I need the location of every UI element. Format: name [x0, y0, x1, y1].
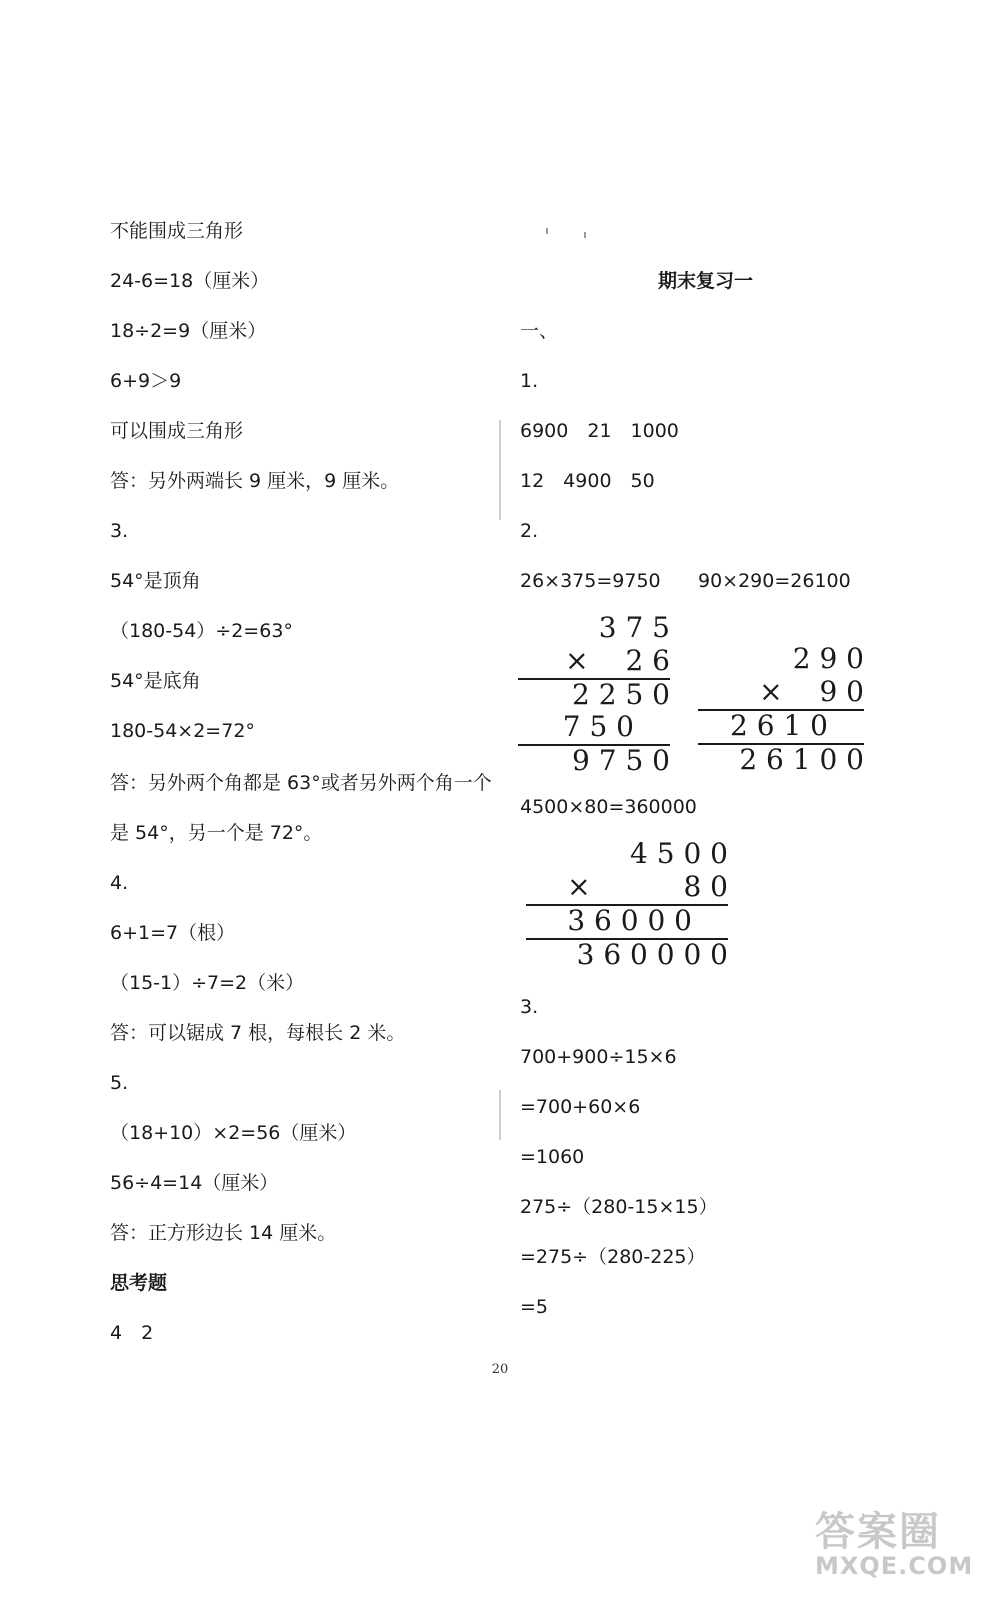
partial-product: 3 6 0 0 0 [567, 904, 692, 937]
vertical-multiplication-3 [526, 838, 728, 973]
question-number: 2. [520, 520, 539, 542]
answer-line: 答：正方形边长 14 厘米。 [110, 1222, 337, 1244]
watermark-title: 答案圈 [815, 1509, 941, 1555]
equation: =1060 [520, 1146, 585, 1168]
answer-line: 是 54°，另一个是 72°。 [110, 822, 323, 844]
multiplicand: 3 7 5 [598, 611, 670, 644]
question-number: 5. [110, 1072, 129, 1094]
text-line: 12 4900 50 [520, 470, 655, 492]
scan-mark [499, 1090, 501, 1140]
text-line: 4 2 [110, 1322, 154, 1344]
equation: =700+60×6 [520, 1096, 641, 1118]
equation: =275÷（280-225） [520, 1246, 706, 1268]
text-line: 56÷4=14（厘米） [110, 1172, 279, 1194]
text-line: 180-54×2=72° [110, 720, 255, 742]
watermark-logo [815, 1500, 985, 1580]
product: 3 6 0 0 0 0 [576, 938, 728, 971]
equation: 90×290=26100 [698, 570, 851, 592]
question-number: 4. [110, 872, 129, 894]
question-number: 3. [110, 520, 129, 542]
product: 2 6 1 0 0 [739, 743, 864, 776]
text-line: （18+10）×2=56（厘米） [110, 1122, 357, 1144]
product: 9 7 5 0 [572, 744, 670, 777]
text-line: 6+9＞9 [110, 370, 182, 392]
partial-product: 7 5 0 [562, 710, 634, 743]
multiplier: × 8 0 [567, 870, 728, 903]
text-line: （15-1）÷7=2（米） [110, 972, 305, 994]
scan-mark [546, 228, 548, 234]
text-line: 18÷2=9（厘米） [110, 320, 267, 342]
text-line: 6900 21 1000 [520, 420, 679, 442]
text-line: 可以围成三角形 [110, 420, 244, 442]
text-line: （180-54）÷2=63° [110, 620, 293, 642]
text-line: 54°是底角 [110, 670, 201, 692]
multiplicand: 4 5 0 0 [630, 837, 728, 870]
text-line: 24-6=18（厘米） [110, 270, 270, 292]
text-line: 54°是顶角 [110, 570, 201, 592]
answer-line: 答：另外两个角都是 63°或者另外两个角一个 [110, 772, 492, 794]
part-label: 一、 [520, 320, 559, 342]
question-number: 1. [520, 370, 539, 392]
page-number: 20 [491, 1362, 509, 1377]
question-number: 3. [520, 996, 539, 1018]
multiplicand: 2 9 0 [792, 642, 864, 675]
answer-line: 答：另外两端长 9 厘米，9 厘米。 [110, 470, 400, 492]
vertical-multiplication-2 [698, 643, 864, 778]
thinking-heading: 思考题 [110, 1272, 168, 1294]
partial-product: 2 2 5 0 [572, 678, 670, 711]
partial-product: 2 6 1 0 [730, 709, 828, 742]
equation: 275÷（280-15×15） [520, 1196, 718, 1218]
equation: 26×375=9750 [520, 570, 661, 592]
vertical-multiplication-1 [518, 612, 670, 777]
section-title: 期末复习一 [658, 270, 754, 292]
watermark-url: MXQE.COM [815, 1552, 974, 1580]
answer-line: 答：可以锯成 7 根，每根长 2 米。 [110, 1022, 406, 1044]
equation: =5 [520, 1296, 549, 1318]
scan-mark [584, 232, 586, 238]
equation: 4500×80=360000 [520, 796, 697, 818]
equation: 700+900÷15×6 [520, 1046, 677, 1068]
multiplier: × 2 6 [565, 644, 670, 677]
text-line: 不能围成三角形 [110, 220, 244, 242]
scan-mark [499, 420, 501, 520]
text-line: 6+1=7（根） [110, 922, 236, 944]
multiplier: × 9 0 [759, 675, 864, 708]
